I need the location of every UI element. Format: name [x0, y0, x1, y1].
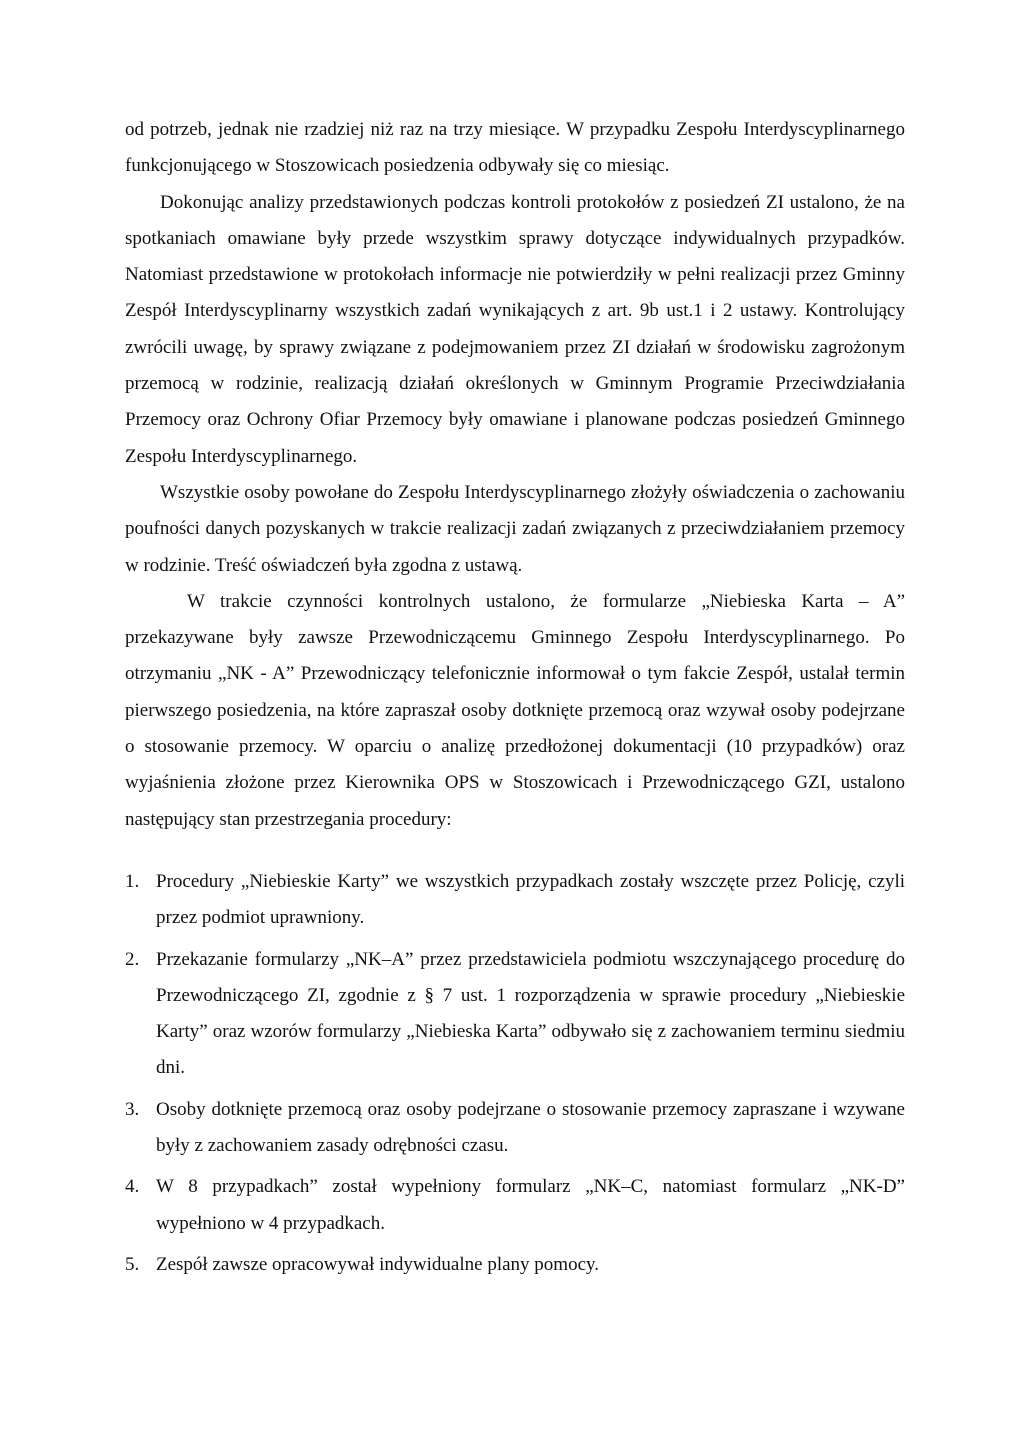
list-item-number: 5.	[125, 1253, 140, 1275]
list-item-text: Przekazanie formularzy „NK–A” przez przedstawiciela podmiotu wszczynającego procedurę do Przewodniczącego ZI, zgodnie z § 7 ust. 1 rozporządzenia w sprawie procedury „Niebieskie Karty” oraz wzorów formularzy „Niebieska Karta” odbywało się z zachowaniem terminu siedmiu dni.	[156, 948, 905, 1079]
list-item	[125, 1169, 905, 1242]
list-item-number: 3.	[125, 1098, 140, 1120]
procedure-findings-list	[125, 864, 905, 1283]
list-item-number: 2.	[125, 948, 140, 970]
list-item	[125, 864, 905, 937]
paragraph-confidentiality: Wszystkie osoby powołane do Zespołu Interdyscyplinarnego złożyły oświadczenia o zachowaniu poufności danych pozyskanych w trakcie realizacji zadań związanych z przeciwdziałaniem przemocy w rodzinie. Treść oświadczeń była zgodna z ustawą.	[125, 481, 905, 576]
list-item-text: Osoby dotknięte przemocą oraz osoby podejrzane o stosowanie przemocy zapraszane i wzywane były z zachowaniem zasady odrębności czasu.	[156, 1098, 905, 1157]
list-item	[125, 942, 905, 1087]
list-item	[125, 1092, 905, 1165]
list-item-text: Zespół zawsze opracowywał indywidualne plany pomocy.	[156, 1253, 600, 1275]
list-item-number: 4.	[125, 1176, 140, 1198]
paragraph-continuation: od potrzeb, jednak nie rzadziej niż raz na trzy miesiące. W przypadku Zespołu Interdyscyplinarnego funkcjonującego w Stoszowicach posiedzenia odbywały się co miesiąc.	[125, 119, 905, 177]
list-item	[125, 1247, 905, 1283]
paragraph-control-findings: W trakcie czynności kontrolnych ustalono, że formularze „Niebieska Karta – A” przekazywane były zawsze Przewodniczącemu Gminnego Zespołu Interdyscyplinarnego. Po otrzymaniu „NK - A” Przewodniczący telefonicznie informował o tym fakcie Zespół, ustalał termin pierwszego posiedzenia, na które zapraszał osoby dotknięte przemocą oraz wzywał osoby podejrzane o stosowanie przemocy. W oparciu o analizę przedłożonej dokumentacji (10 przypadków) oraz wyjaśnienia złożone przez Kierownika OPS w Stoszowicach i Przewodniczącego GZI, ustalono następujący stan przestrzegania procedury:	[125, 590, 905, 830]
list-item-number: 1.	[125, 870, 140, 892]
list-item-text: W 8 przypadkach” został wypełniony formularz „NK–C, natomiast formularz „NK-D” wypełniono w 4 przypadkach.	[156, 1176, 905, 1234]
paragraph-meeting-analysis: Dokonując analizy przedstawionych podczas kontroli protokołów z posiedzeń ZI ustalono, że na spotkaniach omawiane były przede wszystkim sprawy dotyczące indywidualnych przypadków. Natomiast przedstawione w protokołach informacje nie potwierdziły w pełni realizacji przez Gminny Zespół Interdyscyplinarny wszystkich zadań wynikających z art. 9b ust.1 i 2 ustawy. Kontrolujący zwrócili uwagę, by sprawy związane z podejmowaniem przez ZI działań w środowisku zagrożonym przemocą w rodzinie, realizacją działań określonych w Gminnym Programie Przeciwdziałania Przemocy oraz Ochrony Ofiar Przemocy były omawiane i planowane podczas posiedzeń Gminnego Zespołu Interdyscyplinarnego.	[125, 191, 905, 467]
list-item-text: Procedury „Niebieskie Karty” we wszystkich przypadkach zostały wszczęte przez Policję, czyli przez podmiot uprawniony.	[156, 870, 905, 929]
document-page	[125, 112, 905, 1288]
